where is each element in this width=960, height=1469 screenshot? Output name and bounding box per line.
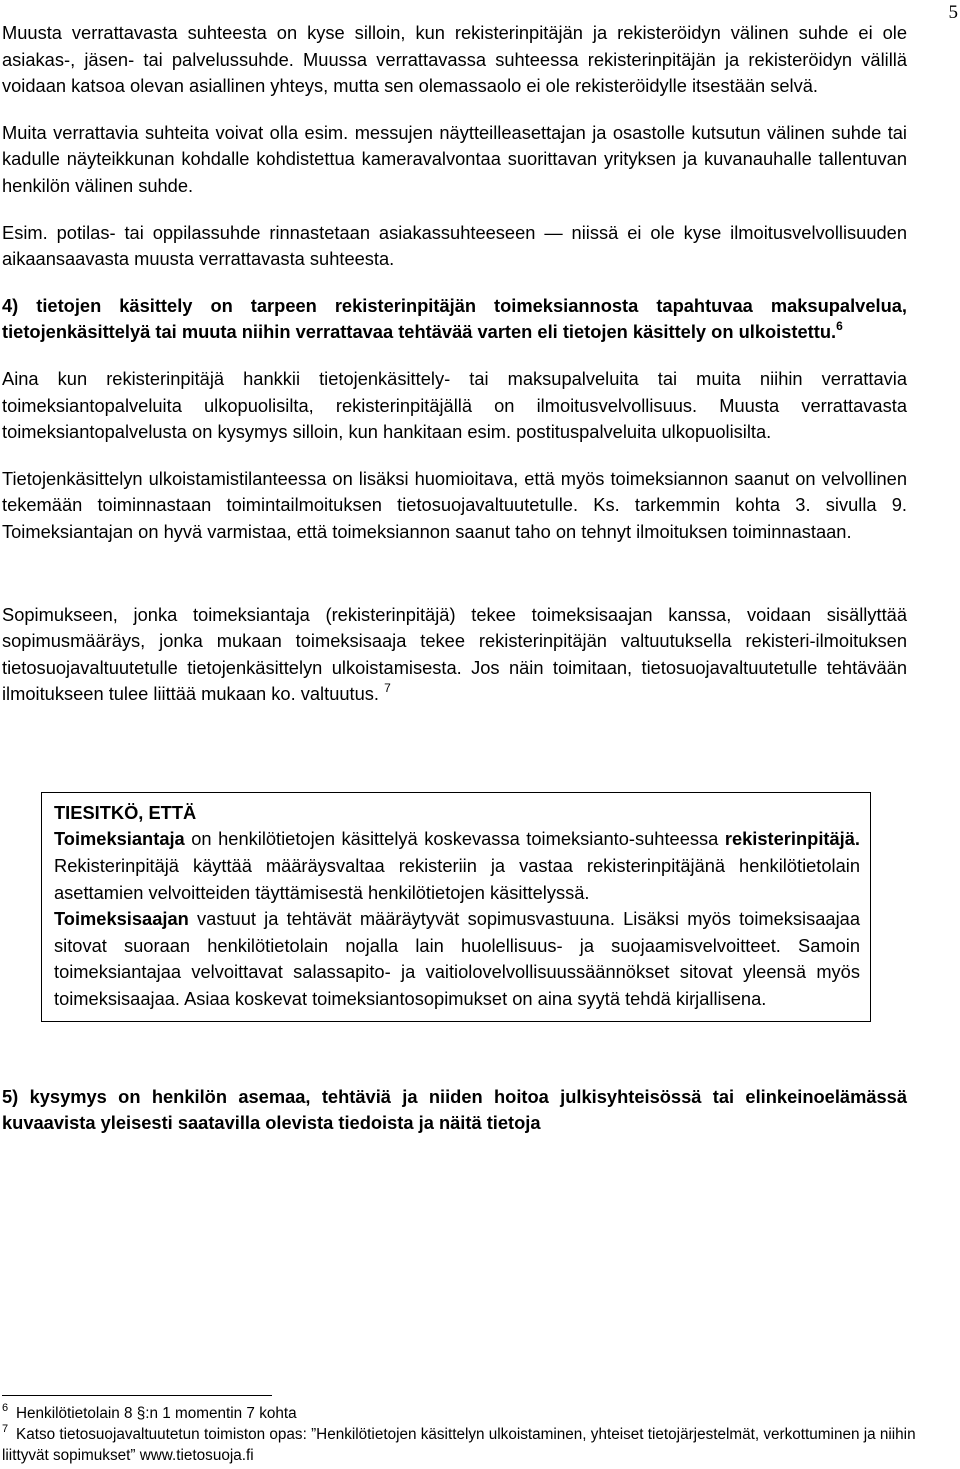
section-heading-4-text: 4) tietojen käsittely on tarpeen rekisterinpitäjän toimeksiannosta tapahtuvaa maksupalvelua, tietojenkäsittelyä tai muuta niihin verrattavaa tehtävää varten eli tietojen käsittely on ulkoistettu.	[2, 294, 907, 343]
footnote-7: $^7$ Katso tietosuojavaltuutetun toimiston opas: ”Henkilötietojen käsittelyn ulkoistaminen, yhteiset tietojärjestelmät, verkottuminen ja niihin liittyvät sopimukset” www.tietosuoja.fi	[2, 1423, 916, 1464]
footnote-text: Katso tietosuojavaltuutetun toimiston opas: ”Henkilötietojen käsittelyn ulkoistaminen, yhteiset tietojärjestelmät, verkottuminen ja niihin liittyvät sopimukset” www.tietosuoja.fi	[2, 1426, 916, 1464]
document-body	[2, 20, 907, 1137]
paragraph-other-comparable-relationship: Muusta verrattavasta suhteesta on kyse silloin, kun rekisterinpitäjän ja rekisteröidyn välinen suhde ei ole asiakas-, jäsen- tai palvelussuhde. Muussa verrattavassa suhteessa rekisterinpitäjän ja rekisteröidyn välillä voidaan katsoa olevan asiallinen yhteys, mutta sen olemassaolo ei ole rekisteröidylle itsestään selvä.	[2, 22, 907, 97]
page-number: 5	[948, 2, 958, 23]
info-box-processor	[54, 906, 860, 1012]
paragraph-outsourcing-notice: Tietojenkäsittelyn ulkoistamistilanteessa on lisäksi huomioitava, että myös toimeksiannon saanut on velvollinen tekemään toiminnastaan toimintailmoituksen tietosuojavaltuutetulle. Ks. tarkemmin kohta 3. sivulla 9. Toimeksiantajan on hyvä varmistaa, että toimeksiannon saanut taho on tehnyt ilmoituksen toiminnastaan.	[2, 467, 907, 542]
footnote-text: Henkilötietolain 8 §:n 1 momentin 7 kohta	[16, 1405, 297, 1422]
info-box-controller-text-b: Rekisterinpitäjä käyttää määräysvaltaa rekisteriin ja vastaa rekisterinpitäjänä henkilötietolain asettamien velvoitteiden täyttämisestä henkilötietojen käsittelyssä.	[54, 855, 860, 903]
paragraph-patient-student: Esim. potilas- tai oppilassuhde rinnastetaan asiakassuhteeseen — niissä ei ole kyse ilmoitusvelvollisuuden aikaansaavasta muusta verrattavasta suhteesta.	[2, 221, 907, 270]
footnote-ref-7: 7	[384, 681, 391, 696]
info-box-processor-text: vastuut ja tehtävät määräytyvät sopimusvastuuna. Lisäksi myös toimeksisaajaa sitovat suoraan henkilötietolain nojalla lain huolellisuus- ja suojaamisvelvoitteet. Samoin toimeksiantajaa velvoittavat salassapito- ja vaitiolovelvollisuussäännökset sitovat yleensä myös toimeksisaajaa. Asiaa koskevat toimeksiantosopimukset on aina syytä tehdä kirjallisena.	[54, 908, 860, 1010]
footnote-6: $^6$ Henkilötietolain 8 §:n 1 momentin 7 kohta	[2, 1402, 297, 1422]
paragraph-contract-clause	[2, 602, 907, 708]
term-rekisterinpitaja: rekisterinpitäjä.	[724, 828, 860, 850]
paragraph-contract-clause-text: Sopimukseen, jonka toimeksiantaja (rekisterinpitäjä) tekee toimeksisaajan kanssa, voidaan sisällyttää sopimusmääräys, jonka mukaan toimeksisaaja tekee rekisterinpitäjän valtuutuksella rekisteri-ilmoituksen tietosuojavaltuutetulle tietojenkäsittelyn ulkoistamisesta. Jos näin toimitaan, tietosuojavaltuutetulle tehtävään ilmoitukseen tulee liittää mukaan ko. valtuutus.	[2, 603, 907, 705]
footnote-ref-6: 6	[836, 319, 843, 334]
info-box-controller	[54, 826, 860, 906]
paragraph-comparable-examples: Muita verrattavia suhteita voivat olla esim. messujen näytteilleasettajan ja osastolle kutsutun välinen suhde tai kadulle näyteikkunan kohdalle kohdistettua kameravalvontaa suorittavan yrityksen ja kuvanauhalle tallentuvan henkilön välinen suhde.	[2, 121, 907, 196]
footnotes	[2, 1403, 952, 1466]
info-box-controller-text-a: on henkilötietojen käsittelyä koskevassa toimeksianto-suhteessa	[184, 828, 725, 850]
term-toimeksiantaja: Toimeksiantaja	[54, 828, 185, 850]
info-box-title: TIESITKÖ, ETTÄ	[54, 801, 197, 823]
paragraph-outsourcing-duty: Aina kun rekisterinpitäjä hankkii tietojenkäsittely- tai maksupalveluita tai muita niihin verrattavia toimeksiantopalveluita ulkopuolisilta, rekisterinpitäjällä on ilmoitusvelvollisuus. Muusta verrattavasta toimeksiantopalvelusta on kysymys silloin, kun hankitaan esim. postituspalveluita ulkopuolisilta.	[2, 367, 907, 443]
info-box	[41, 792, 871, 1022]
section-heading-4	[2, 293, 907, 346]
footnote-divider	[2, 1395, 272, 1396]
term-toimeksisaajan: Toimeksisaajan	[54, 908, 189, 930]
section-heading-5: 5) kysymys on henkilön asemaa, tehtäviä ja niiden hoitoa julkisyhteisössä tai elinkeinoelämässä kuvaavista yleisesti saatavilla olevista tiedoista ja näitä tietoja	[2, 1085, 907, 1134]
